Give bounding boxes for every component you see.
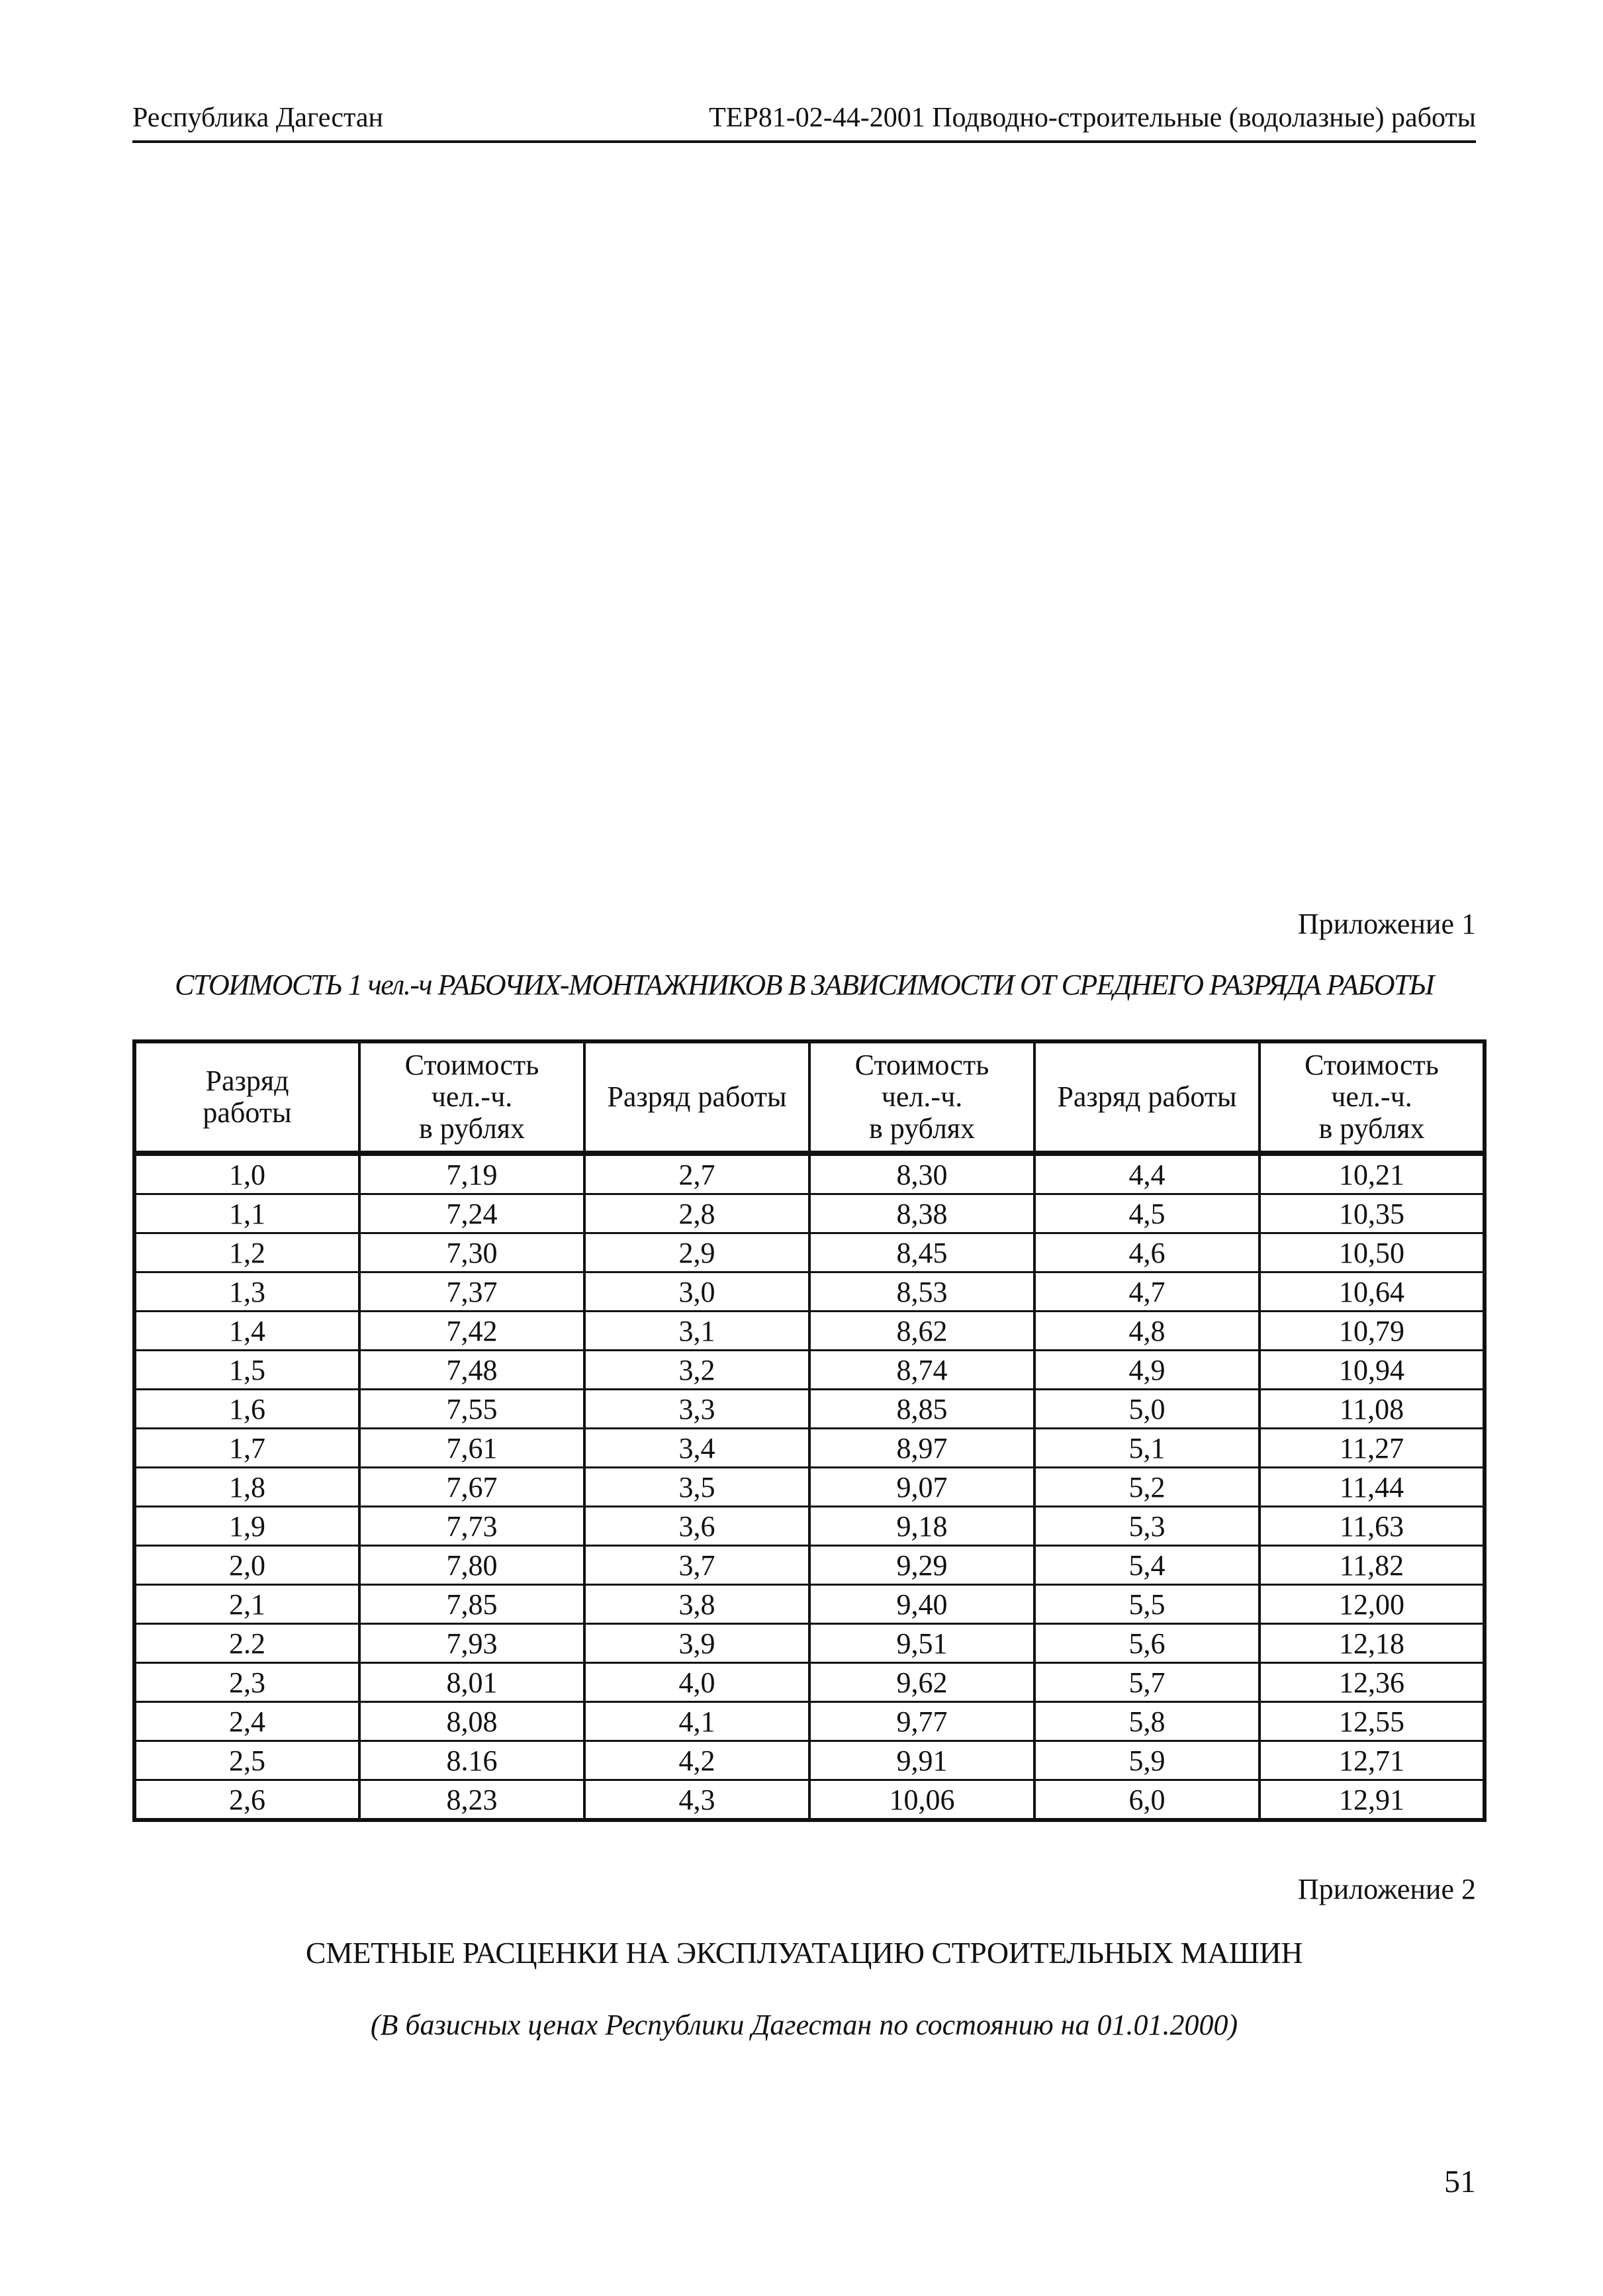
cost-cell: 7,42	[359, 1312, 584, 1351]
rates-table-container	[132, 1039, 1483, 1822]
grade-cell: 2,9	[584, 1233, 809, 1272]
cost-cell: 8,74	[809, 1351, 1034, 1390]
table-row	[134, 1233, 1485, 1272]
grade-cell: 3,2	[584, 1351, 809, 1390]
table-row	[134, 1585, 1485, 1624]
grade-cell: 3,3	[584, 1390, 809, 1429]
header-document-title: ТЕР81-02-44-2001 Подводно-строительные (водолазные) работы	[709, 103, 1476, 133]
grade-cell: 4,1	[584, 1702, 809, 1741]
cost-cell: 7,61	[359, 1429, 584, 1468]
cost-cell: 8,62	[809, 1312, 1034, 1351]
cost-cell: 8,85	[809, 1390, 1034, 1429]
cost-cell: 9,51	[809, 1624, 1034, 1663]
machines-section-title: СМЕТНЫЕ РАСЦЕНКИ НА ЭКСПЛУАТАЦИЮ СТРОИТЕЛЬНЫХ МАШИН	[305, 1936, 1303, 1970]
header-cost-col-3: Стоимость чел.-ч. в рублях	[1260, 1041, 1485, 1153]
cost-cell: 12,55	[1260, 1702, 1485, 1741]
grade-cell: 4,7	[1034, 1272, 1260, 1312]
grade-cell: 2,1	[134, 1585, 359, 1624]
grade-cell: 6,0	[1034, 1780, 1260, 1821]
cost-cell: 8,97	[809, 1429, 1034, 1468]
grade-cell: 2,3	[134, 1663, 359, 1702]
cost-cell: 10,94	[1260, 1351, 1485, 1390]
cost-cell: 12,36	[1260, 1663, 1485, 1702]
grade-cell: 1,6	[134, 1390, 359, 1429]
grade-cell: 1,9	[134, 1507, 359, 1546]
table-header-row	[134, 1041, 1485, 1153]
grade-cell: 4,9	[1034, 1351, 1260, 1390]
table-row	[134, 1624, 1485, 1663]
cost-cell: 9,29	[809, 1546, 1034, 1585]
grade-cell: 2.2	[134, 1624, 359, 1663]
grade-cell: 1,3	[134, 1272, 359, 1312]
grade-cell: 5,0	[1034, 1390, 1260, 1429]
table-row	[134, 1153, 1485, 1194]
grade-cell: 1,4	[134, 1312, 359, 1351]
table-row	[134, 1702, 1485, 1741]
cost-cell: 7,73	[359, 1507, 584, 1546]
grade-cell: 3,1	[584, 1312, 809, 1351]
cost-cell: 10,79	[1260, 1312, 1485, 1351]
rates-table-body	[134, 1153, 1485, 1820]
cost-cell: 7,37	[359, 1272, 584, 1312]
grade-cell: 5,6	[1034, 1624, 1260, 1663]
grade-cell: 4,5	[1034, 1194, 1260, 1233]
grade-cell: 2,6	[134, 1780, 359, 1821]
table-row	[134, 1546, 1485, 1585]
grade-cell: 1,2	[134, 1233, 359, 1272]
cost-cell: 8,23	[359, 1780, 584, 1821]
grade-cell: 4,6	[1034, 1233, 1260, 1272]
cost-cell: 11,27	[1260, 1429, 1485, 1468]
grade-cell: 2,8	[584, 1194, 809, 1233]
cost-cell: 7,80	[359, 1546, 584, 1585]
table-row	[134, 1663, 1485, 1702]
grade-cell: 2,7	[584, 1153, 809, 1194]
table-row	[134, 1194, 1485, 1233]
cost-cell: 7,67	[359, 1468, 584, 1507]
table-row	[134, 1468, 1485, 1507]
cost-cell: 10,21	[1260, 1153, 1485, 1194]
header-region: Республика Дагестан	[132, 103, 384, 133]
cost-cell: 7,30	[359, 1233, 584, 1272]
cost-cell: 11,82	[1260, 1546, 1485, 1585]
grade-cell: 5,2	[1034, 1468, 1260, 1507]
cost-cell: 11,44	[1260, 1468, 1485, 1507]
table-title: СТОИМОСТЬ 1 чел.-ч РАБОЧИХ-МОНТАЖНИКОВ В ЗАВИСИМОСТИ ОТ СРЕДНЕГО РАЗРЯДА РАБОТЫ	[175, 969, 1434, 1001]
grade-cell: 3,9	[584, 1624, 809, 1663]
grade-cell: 4,3	[584, 1780, 809, 1821]
cost-cell: 10,35	[1260, 1194, 1485, 1233]
grade-cell: 1,8	[134, 1468, 359, 1507]
table-row	[134, 1741, 1485, 1780]
grade-cell: 3,8	[584, 1585, 809, 1624]
cost-cell: 8,08	[359, 1702, 584, 1741]
appendix-1-label: Приложение 1	[1297, 908, 1476, 940]
cost-cell: 7,48	[359, 1351, 584, 1390]
cost-cell: 9,18	[809, 1507, 1034, 1546]
grade-cell: 5,1	[1034, 1429, 1260, 1468]
cost-cell: 12,71	[1260, 1741, 1485, 1780]
cost-cell: 10,50	[1260, 1233, 1485, 1272]
machines-section-subtitle: (В базисных ценах Республики Дагестан по состоянию на 01.01.2000)	[370, 2009, 1238, 2041]
grade-cell: 5,7	[1034, 1663, 1260, 1702]
grade-cell: 2,4	[134, 1702, 359, 1741]
cost-cell: 8,30	[809, 1153, 1034, 1194]
page-header	[132, 99, 1476, 143]
cost-cell: 8,01	[359, 1663, 584, 1702]
grade-cell: 4,2	[584, 1741, 809, 1780]
cost-cell: 9,62	[809, 1663, 1034, 1702]
grade-cell: 3,4	[584, 1429, 809, 1468]
cost-cell: 9,40	[809, 1585, 1034, 1624]
cost-cell: 7,55	[359, 1390, 584, 1429]
grade-cell: 5,4	[1034, 1546, 1260, 1585]
cost-cell: 7,93	[359, 1624, 584, 1663]
table-row	[134, 1351, 1485, 1390]
cost-cell: 9,91	[809, 1741, 1034, 1780]
table-row	[134, 1272, 1485, 1312]
table-row	[134, 1780, 1485, 1821]
header-grade-col-2: Разряд работы	[584, 1041, 809, 1153]
cost-cell: 12,91	[1260, 1780, 1485, 1821]
grade-cell: 4,4	[1034, 1153, 1260, 1194]
grade-cell: 1,7	[134, 1429, 359, 1468]
header-cost-col-2: Стоимость чел.-ч. в рублях	[809, 1041, 1034, 1153]
grade-cell: 3,0	[584, 1272, 809, 1312]
cost-cell: 12,00	[1260, 1585, 1485, 1624]
cost-cell: 11,08	[1260, 1390, 1485, 1429]
grade-cell: 5,5	[1034, 1585, 1260, 1624]
cost-cell: 8,45	[809, 1233, 1034, 1272]
grade-cell: 4,8	[1034, 1312, 1260, 1351]
grade-cell: 5,8	[1034, 1702, 1260, 1741]
cost-cell: 7,24	[359, 1194, 584, 1233]
cost-cell: 8,53	[809, 1272, 1034, 1312]
grade-cell: 1,5	[134, 1351, 359, 1390]
cost-cell: 7,85	[359, 1585, 584, 1624]
cost-cell: 9,77	[809, 1702, 1034, 1741]
rates-table	[132, 1039, 1487, 1822]
table-row	[134, 1312, 1485, 1351]
grade-cell: 1,1	[134, 1194, 359, 1233]
cost-cell: 8.16	[359, 1741, 584, 1780]
header-cost-col-1: Стоимость чел.-ч. в рублях	[359, 1041, 584, 1153]
cost-cell: 10,64	[1260, 1272, 1485, 1312]
grade-cell: 5,9	[1034, 1741, 1260, 1780]
grade-cell: 2,0	[134, 1546, 359, 1585]
table-row	[134, 1429, 1485, 1468]
header-grade-col-3: Разряд работы	[1034, 1041, 1260, 1153]
grade-cell: 3,7	[584, 1546, 809, 1585]
cost-cell: 7,19	[359, 1153, 584, 1194]
table-row	[134, 1390, 1485, 1429]
grade-cell: 5,3	[1034, 1507, 1260, 1546]
appendix-2-label: Приложение 2	[1297, 1873, 1476, 1905]
grade-cell: 4,0	[584, 1663, 809, 1702]
cost-cell: 12,18	[1260, 1624, 1485, 1663]
grade-cell: 2,5	[134, 1741, 359, 1780]
header-grade-col-1: Разряд работы	[134, 1041, 359, 1153]
cost-cell: 8,38	[809, 1194, 1034, 1233]
table-row	[134, 1507, 1485, 1546]
grade-cell: 1,0	[134, 1153, 359, 1194]
grade-cell: 3,5	[584, 1468, 809, 1507]
cost-cell: 9,07	[809, 1468, 1034, 1507]
cost-cell: 10,06	[809, 1780, 1034, 1821]
cost-cell: 11,63	[1260, 1507, 1485, 1546]
page-number: 51	[1444, 2164, 1476, 2199]
grade-cell: 3,6	[584, 1507, 809, 1546]
